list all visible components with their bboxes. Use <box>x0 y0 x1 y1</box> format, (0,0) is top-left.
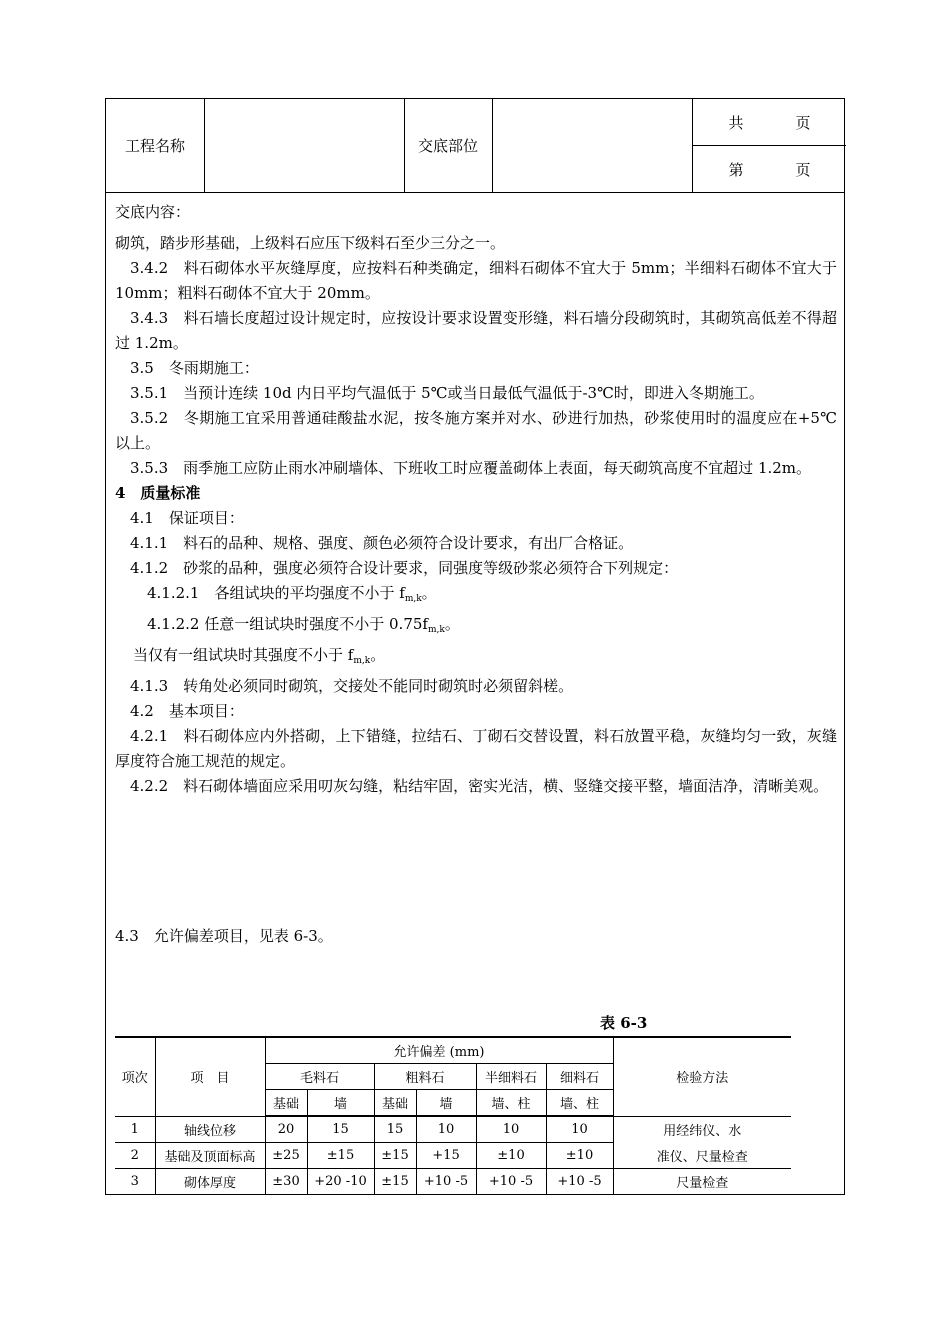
table-caption: 表 6-3 <box>600 1014 648 1032</box>
disclosure-form <box>105 98 845 1195</box>
project-name-value <box>204 99 404 192</box>
text: 。 <box>421 584 437 602</box>
cell-no: 2 <box>115 1143 155 1169</box>
disclosure-content <box>115 200 837 949</box>
current-page-unit: 页 <box>795 161 811 179</box>
text: 4.1.2.2 任意一组试块时强度不小于 0.75f <box>147 615 428 633</box>
cell-value: 20 <box>265 1116 307 1143</box>
table-row <box>115 1143 791 1169</box>
subscript: m,k <box>427 625 445 635</box>
cell-value: +10 -5 <box>546 1169 613 1195</box>
paragraph: 4.1.2 砂浆的品种，强度必须符合设计要求，同强度等级砂浆必须符合下列规定： <box>130 559 679 577</box>
deviation-table <box>115 1036 791 1195</box>
cell-value: 10 <box>476 1116 546 1143</box>
cell-no: 1 <box>115 1116 155 1143</box>
subscript: m,k <box>353 656 371 666</box>
col-header-semifine: 半细料石 <box>476 1064 546 1090</box>
cell-item: 轴线位移 <box>155 1116 265 1143</box>
paragraph: 3.4.2 料石砌体水平灰缝厚度，应按料石种类确定，细料石砌体不宜大于 5mm；半细料石砌体不宜大于 10mm；粗料石砌体不宜大于 20mm。 <box>115 259 837 302</box>
disclosure-part-value <box>492 99 692 192</box>
cell-value: ±25 <box>265 1143 307 1169</box>
col-header-item: 项 目 <box>155 1037 265 1116</box>
cell-value: 15 <box>374 1116 416 1143</box>
cell-value: +10 -5 <box>476 1169 546 1195</box>
col-header-foundation: 基础 <box>265 1090 307 1117</box>
current-page-cell <box>693 146 846 193</box>
paragraph: 4.3 允许偏差项目，见表 6-3。 <box>115 927 333 945</box>
cell-value: +15 <box>416 1143 476 1169</box>
paragraph: 3.4.3 料石墙长度超过设计规定时，应按设计要求设置变形缝，料石墙分段砌筑时，其砌筑高低差不得超过 1.2m。 <box>115 309 837 352</box>
col-header-wall: 墙 <box>416 1090 476 1117</box>
text: 。 <box>370 646 386 664</box>
total-label: 共 <box>728 113 744 132</box>
cell-value: 15 <box>307 1116 374 1143</box>
paragraph: 4.1.3 转角处必须同时砌筑，交接处不能同时砌筑时必须留斜槎。 <box>130 677 574 695</box>
col-header-rubble: 毛料石 <box>265 1064 374 1090</box>
paragraph: 砌筑，踏步形基础，上级料石应压下级料石至少三分之一。 <box>115 234 506 252</box>
content-label: 交底内容： <box>115 203 191 221</box>
paragraph: 3.5.3 雨季施工应防止雨水冲刷墙体、下班收工时应覆盖砌体上表面，每天砌筑高度不宜超过 1.2m。 <box>130 459 812 477</box>
paragraph: 3.5.1 当预计连续 10d 内日平均气温低于 5℃或当日最低气温低于-3℃时，即进入冬期施工。 <box>130 384 764 402</box>
section-heading: 4 质量标准 <box>115 484 201 502</box>
cell-method: 用经纬仪、水 <box>613 1116 791 1143</box>
paragraph: 4.1.1 料石的品种、规格、强度、颜色必须符合设计要求，有出厂合格证。 <box>130 534 634 552</box>
cell-method: 准仪、尺量检查 <box>613 1143 791 1169</box>
table-header-row <box>115 1037 791 1064</box>
cell-no: 3 <box>115 1169 155 1195</box>
total-pages-cell <box>693 99 846 146</box>
cell-value: ±15 <box>374 1169 416 1195</box>
form-header <box>106 99 844 193</box>
current-label: 第 <box>728 161 744 179</box>
paragraph: 4.2.1 料石砌体应内外搭砌，上下错缝，拉结石、丁砌石交替设置，料石放置平稳，灰缝均匀一致，灰缝厚度符合施工规范的规定。 <box>115 727 837 770</box>
col-header-foundation: 基础 <box>374 1090 416 1117</box>
table-row <box>115 1169 791 1195</box>
col-header-coarse: 粗料石 <box>374 1064 476 1090</box>
text: 4.1.2.1 各组试块的平均强度不小于 f <box>147 584 405 602</box>
col-header-deviation: 允许偏差 (mm) <box>265 1037 613 1064</box>
paragraph <box>115 612 837 643</box>
paragraph <box>115 643 837 674</box>
cell-item: 砌体厚度 <box>155 1169 265 1195</box>
cell-value: ±10 <box>546 1143 613 1169</box>
paragraph <box>115 581 837 612</box>
cell-value: ±10 <box>476 1143 546 1169</box>
cell-value: 10 <box>546 1116 613 1143</box>
col-header-wall: 墙 <box>307 1090 374 1117</box>
project-name-label: 工程名称 <box>124 137 185 155</box>
col-header-method: 检验方法 <box>613 1037 791 1116</box>
col-header-wall-column: 墙、柱 <box>546 1090 613 1117</box>
col-header-fine: 细料石 <box>546 1064 613 1090</box>
cell-item: 基础及顶面标高 <box>155 1143 265 1169</box>
subscript: m,k <box>404 594 422 604</box>
col-header-no: 项次 <box>115 1037 155 1116</box>
cell-method: 尺量检查 <box>613 1169 791 1195</box>
text: 当仅有一组试块时其强度不小于 f <box>133 646 354 664</box>
cell-value: ±15 <box>374 1143 416 1169</box>
paragraph: 3.5.2 冬期施工宜采用普通硅酸盐水泥，按冬施方案并对水、砂进行加热，砂浆使用时的温度应在+5℃以上。 <box>115 409 837 452</box>
total-page-unit: 页 <box>795 113 811 132</box>
cell-value: +10 -5 <box>416 1169 476 1195</box>
cell-value: ±30 <box>265 1169 307 1195</box>
paragraph: 4.2.2 料石砌体墙面应采用叨灰勾缝，粘结牢固，密实光洁，横、竖缝交接平整，墙面洁净，清晰美观。 <box>130 777 829 795</box>
table-row <box>115 1116 791 1143</box>
paragraph: 4.1 保证项目： <box>130 509 244 527</box>
paragraph: 3.5 冬雨期施工： <box>130 359 259 377</box>
cell-value: 10 <box>416 1116 476 1143</box>
text: 。 <box>444 615 460 633</box>
cell-value: ±15 <box>307 1143 374 1169</box>
cell-value: +20 -10 <box>307 1169 374 1195</box>
disclosure-part-label: 交底部位 <box>417 137 478 155</box>
paragraph: 4.2 基本项目： <box>130 702 244 720</box>
col-header-wall-column: 墙、柱 <box>476 1090 546 1117</box>
